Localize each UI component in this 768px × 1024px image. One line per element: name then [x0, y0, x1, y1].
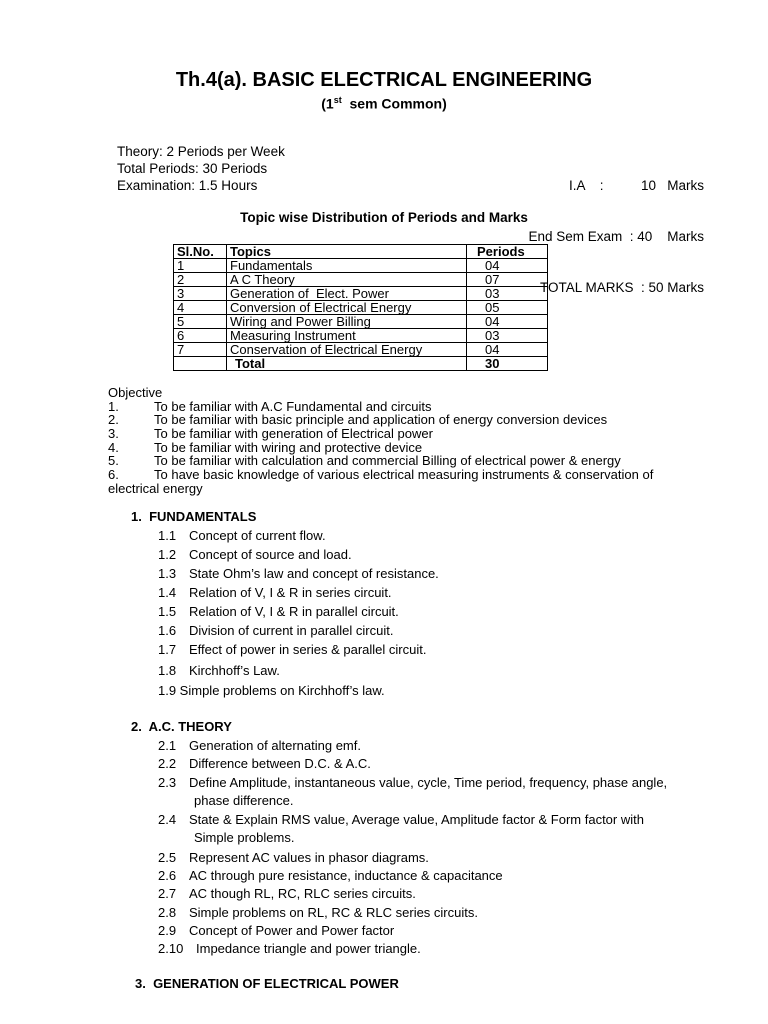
distribution-title: Topic wise Distribution of Periods and Marks: [240, 210, 528, 225]
list-item: Simple problems.: [194, 830, 295, 846]
cell-topic: Fundamentals: [227, 259, 467, 273]
section-heading-fundamentals: 1. FUNDAMENTALS: [131, 509, 257, 524]
section-heading-generation: 3. GENERATION OF ELECTRICAL POWER: [135, 976, 399, 991]
table-row: [174, 259, 548, 273]
cell-slno: 5: [174, 315, 227, 329]
ia-marks: I.A : 10 Marks: [568, 178, 704, 193]
list-item: 1.2 Concept of source and load.: [158, 547, 352, 562]
objective-continuation: electrical energy: [108, 480, 203, 496]
list-item: 4. To be familiar with wiring and protective device: [108, 439, 423, 455]
list-item: 6. To have basic knowledge of various electrical measuring instruments & conservation of: [108, 467, 654, 483]
cell-periods: 05: [467, 301, 548, 315]
list-item: 5. To be familiar with calculation and commercial Billing of electrical power & energy: [108, 453, 621, 469]
list-item: 3. To be familiar with generation of Electrical power: [108, 426, 433, 442]
objective-heading: Objective: [108, 385, 163, 400]
table-row: [174, 343, 548, 357]
table-header-row: [174, 245, 548, 259]
cell-periods: 04: [467, 315, 548, 329]
document-subtitle: (1st sem Common): [321, 95, 447, 112]
list-item: 1.5 Relation of V, I & R in parallel circuit.: [158, 604, 399, 619]
objectives-block: [108, 386, 718, 496]
cell-topic: Conservation of Electrical Energy: [227, 343, 467, 357]
header-topics: Topics: [227, 245, 467, 259]
list-item: 2.4 State & Explain RMS value, Average value, Amplitude factor & Form factor with: [158, 812, 644, 828]
cell-periods: 04: [467, 343, 548, 357]
cell-periods: 03: [467, 329, 548, 343]
section-1-items: [158, 526, 439, 700]
list-item: 1.4 Relation of V, I & R in series circuit.: [158, 585, 392, 600]
list-item: 2.3 Define Amplitude, instantaneous value, cycle, Time period, frequency, phase angle,: [158, 774, 668, 790]
total-marks: TOTAL MARKS : 50 Marks: [539, 280, 704, 295]
list-item: 2.10 Impedance triangle and power triangle.: [158, 941, 421, 957]
theory-periods: Theory: 2 Periods per Week: [117, 144, 285, 159]
header-slno: Sl.No.: [174, 245, 227, 259]
list-item: 2. To be familiar with basic principle and application of energy conversion devices: [108, 412, 608, 428]
list-item: 2.6 AC through pure resistance, inductance & capacitance: [158, 868, 503, 884]
list-item: phase difference.: [194, 792, 294, 808]
list-item: 2.8 Simple problems on RL, RC & RLC series circuits.: [158, 904, 478, 920]
table-total-row: [174, 357, 548, 371]
table-row: [174, 287, 548, 301]
list-item: 1.7 Effect of power in series & parallel circuit.: [158, 642, 427, 657]
cell-periods: 04: [467, 259, 548, 273]
table-row: [174, 315, 548, 329]
cell-slno: 1: [174, 259, 227, 273]
total-value: 30: [467, 357, 548, 371]
cell-slno: 3: [174, 287, 227, 301]
document-title: Th.4(a). BASIC ELECTRICAL ENGINEERING: [175, 69, 593, 91]
list-item: 2.9 Concept of Power and Power factor: [158, 922, 395, 938]
course-info-left: [117, 143, 285, 194]
list-item: 1. To be familiar with A.C Fundamental and circuits: [108, 398, 432, 414]
section-heading-ac-theory: 2. A.C. THEORY: [131, 719, 232, 734]
total-periods: Total Periods: 30 Periods: [117, 161, 268, 176]
cell-topic: Generation of Elect. Power: [227, 287, 467, 301]
list-item: 2.7 AC though RL, RC, RLC series circuits.: [158, 886, 416, 902]
header-periods: Periods: [467, 245, 548, 259]
table-row: [174, 273, 548, 287]
cell-slno: 4: [174, 301, 227, 315]
cell-topic: Wiring and Power Billing: [227, 315, 467, 329]
marks-info-right: [528, 143, 704, 313]
list-item: 1.3 State Ohm’s law and concept of resistance.: [158, 566, 439, 581]
list-item: 2.5 Represent AC values in phasor diagrams.: [158, 849, 429, 865]
list-item: 1.1 Concept of current flow.: [158, 528, 326, 543]
cell-periods: 07: [467, 273, 548, 287]
list-item: 1.9 Simple problems on Kirchhoff’s law.: [158, 683, 385, 698]
cell-topic: Conversion of Electrical Energy: [227, 301, 467, 315]
distribution-table: [173, 244, 548, 371]
list-item: 1.6 Division of current in parallel circuit.: [158, 623, 394, 638]
table-row: [174, 301, 548, 315]
end-sem-marks: End Sem Exam : 40 Marks: [528, 229, 704, 244]
cell-periods: 03: [467, 287, 548, 301]
cell-topic: A C Theory: [227, 273, 467, 287]
list-item: 2.1 Generation of alternating emf.: [158, 738, 361, 753]
examination-duration: Examination: 1.5 Hours: [117, 178, 258, 193]
total-label: Total: [227, 357, 467, 371]
cell-topic: Measuring Instrument: [227, 329, 467, 343]
list-item: 2.2 Difference between D.C. & A.C.: [158, 756, 371, 772]
section-2-items: [158, 737, 667, 959]
cell-slno: 2: [174, 273, 227, 287]
table-row: [174, 329, 548, 343]
cell-slno: 7: [174, 343, 227, 357]
cell-slno: 6: [174, 329, 227, 343]
list-item: 1.8 Kirchhoff’s Law.: [158, 663, 280, 678]
